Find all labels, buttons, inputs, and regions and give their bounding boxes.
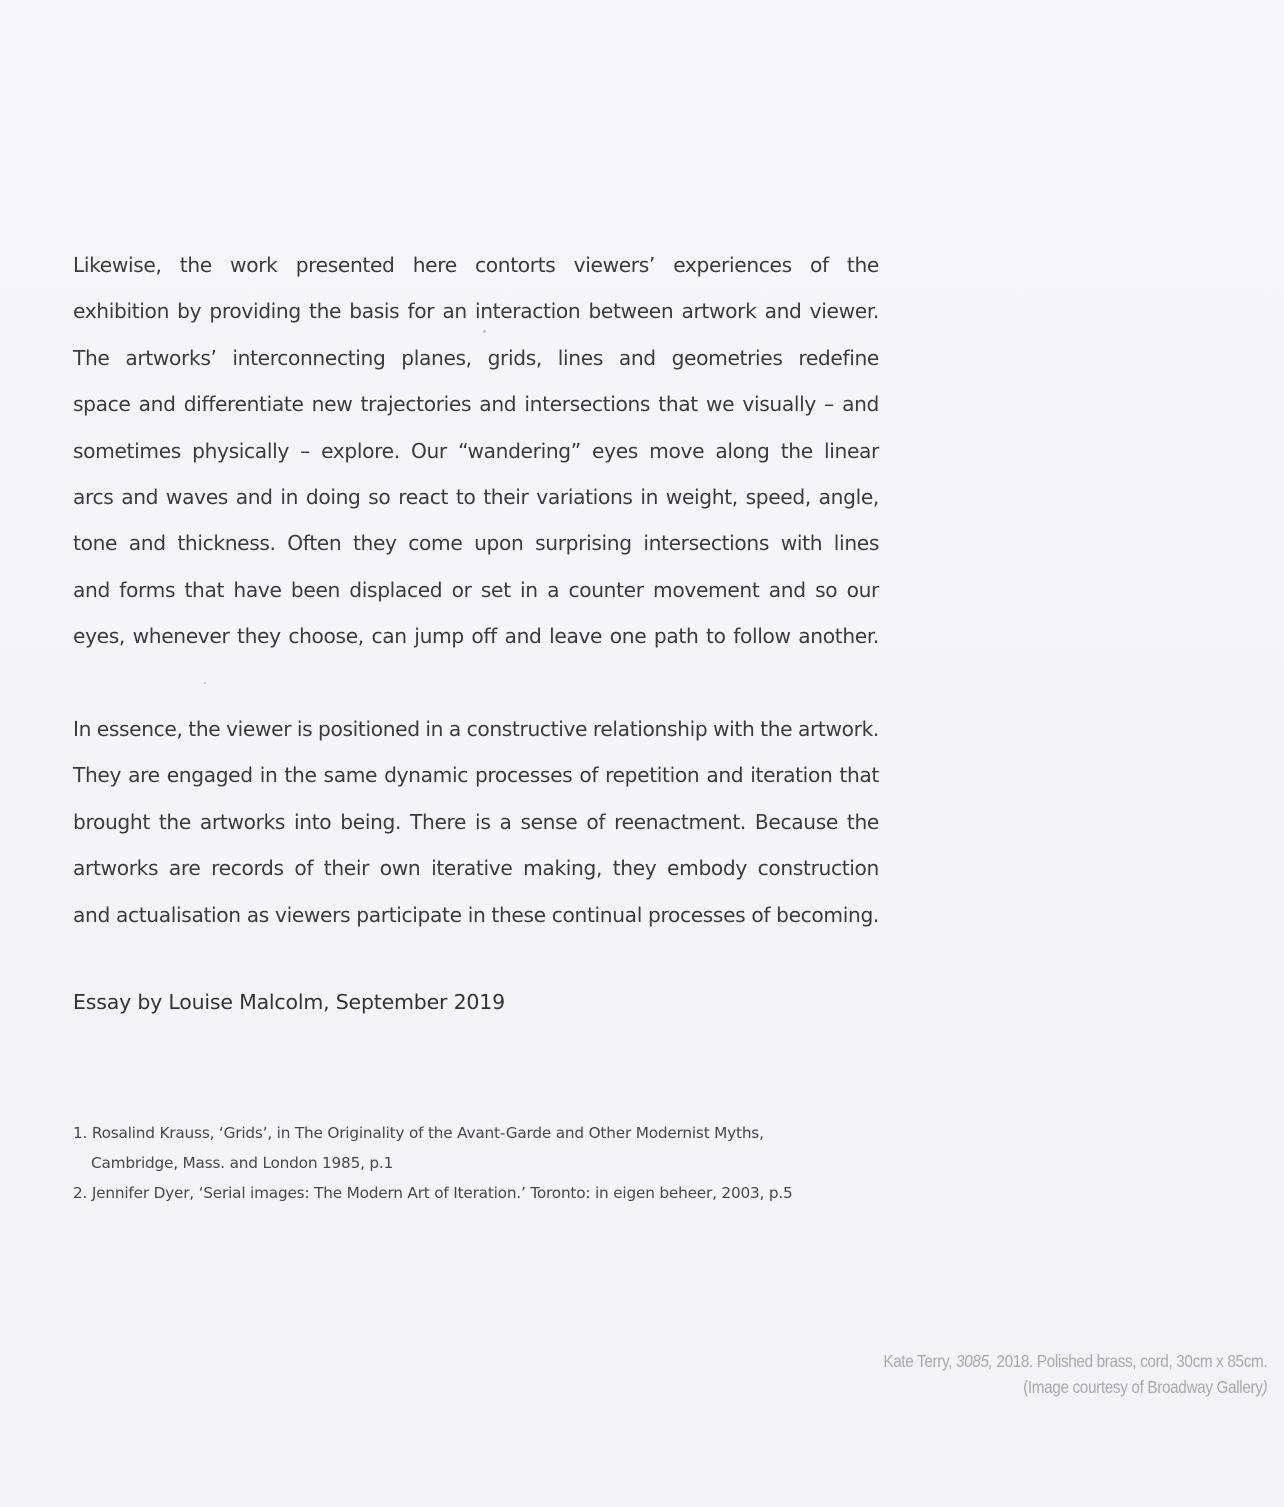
caption-artist: Kate Terry, — [883, 1351, 956, 1371]
footnote-2: 2. Jennifer Dyer, ‘Serial images: The Modern Art of Iteration.’ Toronto: in eigen beheer, 2003, p.5 — [73, 1184, 793, 1202]
image-caption — [883, 1348, 1267, 1400]
text-line: artworks are records of their own iterative making, they embody construction — [73, 856, 879, 881]
footnotes — [73, 1118, 893, 1208]
essay-signature: Essay by Louise Malcolm, September 2019 — [73, 990, 505, 1014]
caption-artwork-title: 3085, — [955, 1351, 993, 1371]
footnote-1: 1. Rosalind Krauss, ‘Grids’, in The Originality of the Avant-Garde and Other Modernist Myths, — [73, 1124, 764, 1142]
footnote-1-continuation: Cambridge, Mass. and London 1985, p.1 — [91, 1154, 394, 1172]
text-line: eyes, whenever they choose, can jump off and leave one path to follow another. — [73, 624, 879, 649]
caption-line-2 — [883, 1374, 1267, 1400]
caption-credit: (Image courtesy of Broadway Gallery — [1022, 1377, 1263, 1397]
text-line: and forms that have been displaced or set in a counter movement and so our — [73, 577, 879, 602]
paper-speck — [483, 330, 486, 333]
text-line: In essence, the viewer is positioned in a constructive relationship with the artwork. — [73, 717, 879, 741]
text-line: Likewise, the work presented here contorts viewers’ experiences of the — [73, 253, 879, 277]
paper-speck — [204, 682, 206, 684]
text-line: exhibition by providing the basis for an interaction between artwork and viewer. — [73, 299, 879, 324]
essay-paragraph-1 — [73, 242, 879, 660]
text-line: They are engaged in the same dynamic processes of repetition and iteration that — [73, 763, 879, 788]
caption-credit-close: ) — [1262, 1377, 1267, 1397]
essay-paragraph-2 — [73, 706, 879, 938]
text-line: sometimes physically – explore. Our “wandering” eyes move along the linear — [73, 438, 879, 463]
text-line: brought the artworks into being. There is a sense of reenactment. Because the — [73, 809, 879, 834]
text-line: arcs and waves and in doing so react to their variations in weight, speed, angle, — [73, 484, 879, 509]
caption-details: 2018. Polished brass, cord, 30cm x 85cm. — [992, 1351, 1267, 1371]
text-line: tone and thickness. Often they come upon surprising intersections with lines — [73, 531, 879, 556]
caption-line-1 — [883, 1348, 1267, 1374]
text-line: space and differentiate new trajectories and intersections that we visually – and — [73, 392, 879, 417]
text-line: The artworks’ interconnecting planes, grids, lines and geometries redefine — [73, 345, 879, 370]
text-line: and actualisation as viewers participate in these continual processes of becoming. — [73, 902, 879, 927]
